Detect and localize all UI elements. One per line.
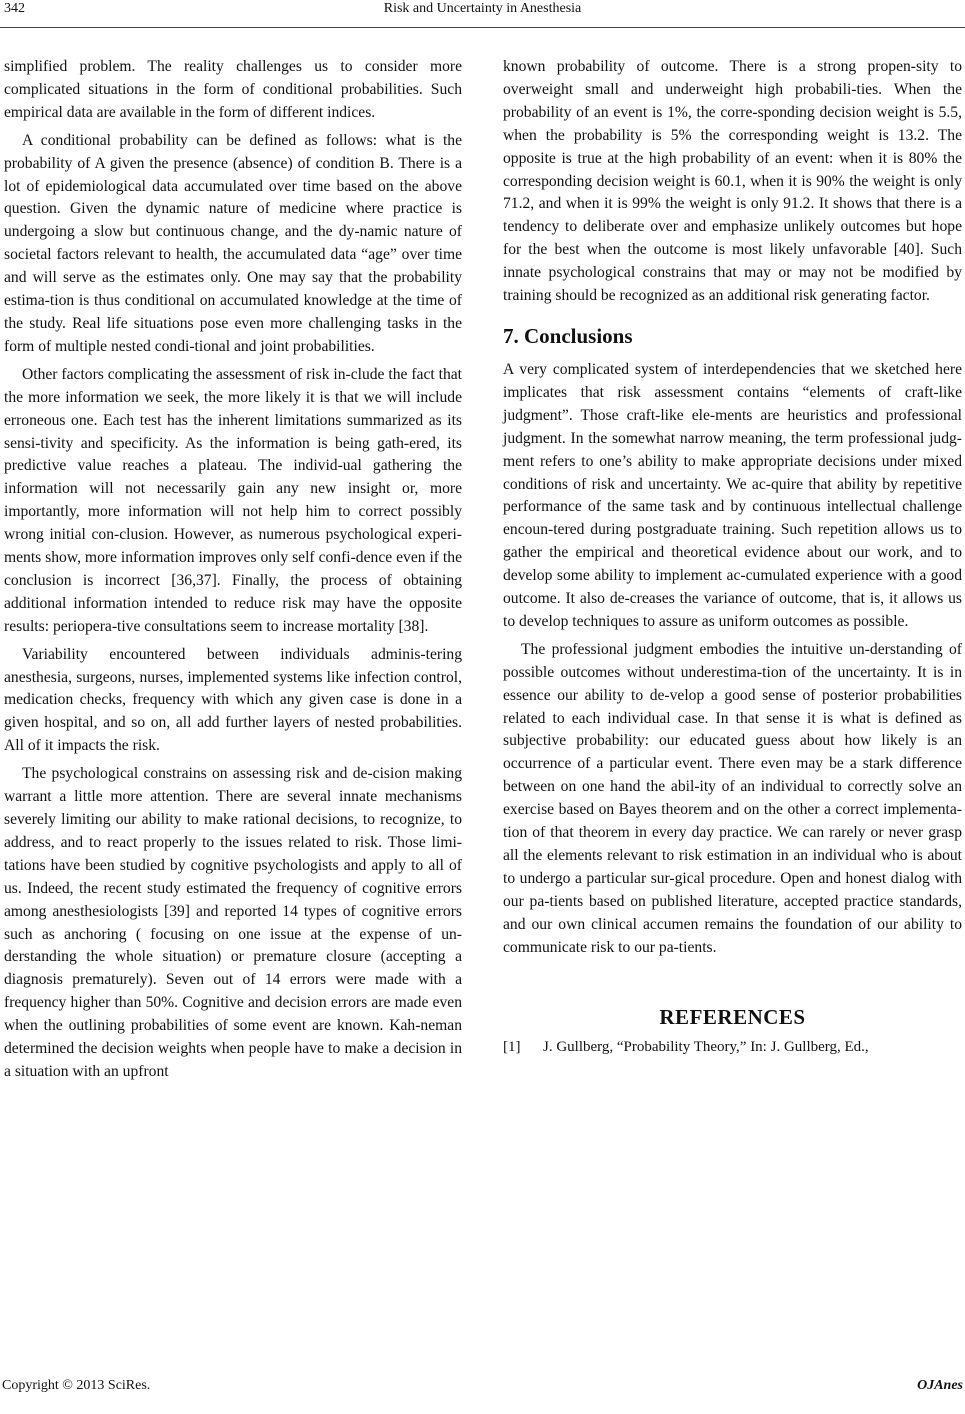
page-number: 342 xyxy=(4,1,25,16)
paragraph: Variability encountered between individuals adminis-tering anesthesia, surgeons, nurses, implemented systems like infection control, medication checks, frequency with which any given case is done in a given hospital, and so on, all add further layers of nested probabilities. All of it impacts the risk. xyxy=(4,645,462,755)
running-title: Risk and Uncertainty in Anesthesia xyxy=(383,1,582,16)
page-header xyxy=(0,0,965,28)
paragraph: A very complicated system of interdependencies that we sketched here implicates that risk assessment contains “elements of craft-like judgment”. Those craft-like ele-ments are heuristics and professional judgment. In the somewhat narrow meaning, the term professional judg-ment refers to one’s ability to make appropriate decisions under mixed conditions of risk and uncertainty. We ac-quire that ability by repetitive performance of the same task and by continuous intellectual challenge encoun-tered during postgraduate training. Such repetition allows us to gather the empirical and theoretical evidence about our work, and to develop some ability to implement ac-cumulated experience with a good outcome. It also de-creases the variance of outcome, that is, it allows us to develop techniques to assure as uniform outcomes as possible. xyxy=(503,360,962,630)
journal-name: OJAnes xyxy=(917,1378,963,1393)
reference-item xyxy=(503,1036,962,1058)
section-heading: 7. Conclusions xyxy=(503,323,633,348)
paragraph: The psychological constrains on assessing risk and de-cision making warrant a little more attention. There are several innate mechanisms severely limiting our ability to make rational decisions, to recognize, to address, and to react properly to the issues related to risk. Those limi-tations have been studied by cognitive psychologists and apply to all of us. Indeed, the recent study estimated the frequency of cognitive errors among anesthesiologists [39] and reported 14 types of cognitive errors such as anchoring ( focusing on one issue at the expense of un-derstanding the whole situation) or premature closure (accepting a diagnosis prematurely). Seven out of 14 errors were made with a frequency higher than 50%. Cognitive and decision errors are made even when the outlining probabilities of some event are known. Kah-neman determined the decision weights when people have to make a decision in a situation with an upfront xyxy=(4,765,462,1080)
references-heading: REFERENCES xyxy=(659,1004,806,1029)
left-column xyxy=(4,56,462,1089)
paragraph: The professional judgment embodies the intuitive un-derstanding of possible outcomes without underestima-tion of the uncertainty. It is in essence our ability to de-velop a good sense of posterior probabilities related to each individual case. In that sense it is what is defined as subjective probability: our educated guess about how likely is an occurrence of a particular event. There even may be a stark difference between on one hand the abil-ity of an individual to correctly solve an exercise based on Bayes theorem and on the other a correct implementa-tion of that theorem in every day practice. We can rarely or never grasp all the elements relevant to risk estimation in an individual who is about to undergo a particular sur-gical procedure. Open and honest dialog with our pa-tients based on published literature, accepted practice standards, and our own clinical accumen remains the foundation of our ability to communicate risk to our pa-tients. xyxy=(503,640,962,956)
reference-number: [1] xyxy=(503,1039,521,1056)
paragraph: Other factors complicating the assessment of risk in-clude the fact that the more information we seek, the more likely it is that we will include erroneous one. Each test has the inherent limitations summarized as its sensi-tivity and specificity. As the information is being gath-ered, its predictive value reaches a plateau. The individ-ual gathering the information will not necessarily gain any new insight or, more importantly, more information will not help him to correct possibly wrong initial con-clusion. However, as numerous psychological experi-ments show, more information improves only self confi-dence even if the conclusion is incorrect [36,37]. Finally, the process of obtaining additional information intended to reduce risk may have the opposite results: periopera-tive consultations seem to increase mortality [38]. xyxy=(4,365,462,635)
paragraph: simplified problem. The reality challenges us to consider more complicated situations in the form of conditional probabilities. Such empirical data are available in the form of different indices. xyxy=(4,58,462,121)
reference-text: J. Gullberg, “Probability Theory,” In: J. Gullberg, Ed., xyxy=(543,1039,869,1056)
right-column xyxy=(503,56,962,1058)
paragraph: known probability of outcome. There is a strong propen-sity to overweight small and underweight high probabili-ties. When the probability of an event is 1%, the corre-sponding decision weight is 5.5, when the probability is 5% the corresponding weight is 13.2. The opposite is true at the high probability of an event: when it is 80% the corresponding decision weight is 60.1, when it is 90% the weight is only 71.2, and when it is 99% the weight is only 91.2. It shows that there is a tendency to deliberate over and emphasize unlikely outcomes but hope for the best when the outcome is most likely unfavorable [40]. Such innate psychological constrains that may or may not be modified by training should be recognized as an additional risk generating factor. xyxy=(503,58,962,305)
copyright-notice: Copyright © 2013 SciRes. xyxy=(2,1378,151,1393)
paragraph: A conditional probability can be defined as follows: what is the probability of A given the presence (absence) of condition B. There is a lot of epidemiological data accumulated over time based on the above question. Given the dynamic nature of medicine where practice is undergoing a slow but continuous change, and the dy-namic nature of societal factors relevant to health, the accumulated data “age” over time and will serve as the estimates only. One may say that the probability estima-tion is thus conditional on accumulated knowledge at the time of the study. Real life situations pose even more challenging tasks in the form of multiple nested condi-tional and joint probabilities. xyxy=(4,131,462,355)
